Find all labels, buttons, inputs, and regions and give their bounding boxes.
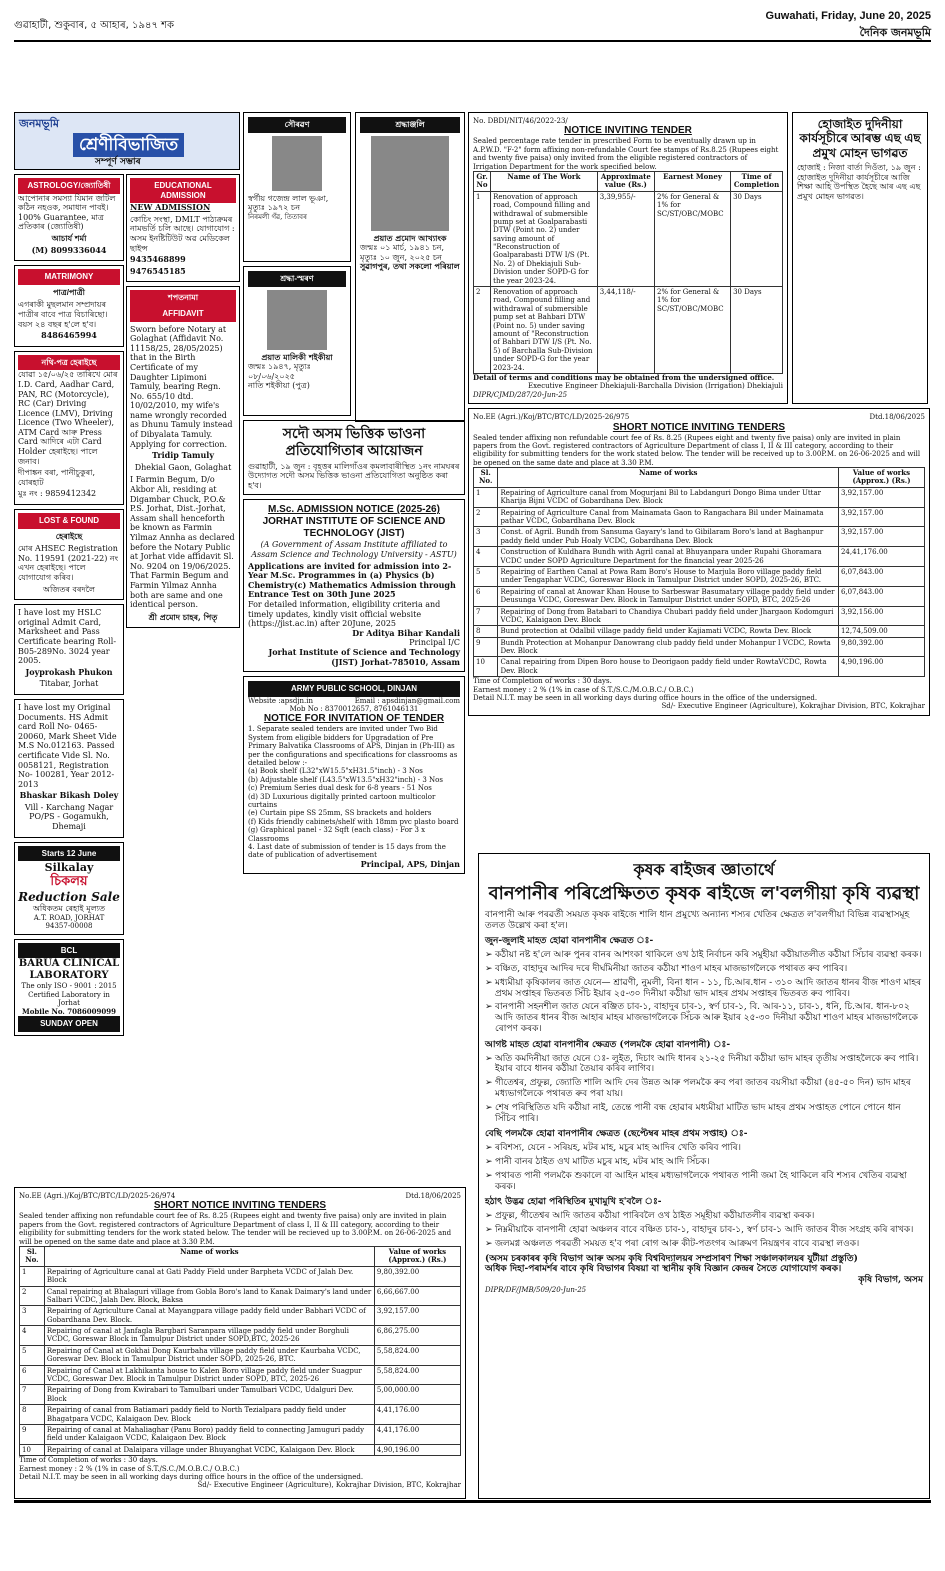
table-header-cell: Name of works [498,468,839,488]
table-row [20,1444,461,1455]
table-cell: Repairing of Dong from Kwirabari to Tamulbari under Tamulbari VCDC, Udalguri Dev. Block [44,1385,374,1405]
table-header-cell: Approximate value (Rs.) [597,171,654,191]
irrigation-tender: No. DBDI/NIT/46/2022-23/ NOTICE INVITING TENDER Sealed percentage rate tender in prescribed Form to be eventually drawn up in A.P.W.D. "F-2" form affixing non-refundable Court fee stamps of Rs.8.25 (Rupees eight and twenty five paisa) only invited from the eligible registered contractors of Irrigation Department for the work specified below. Gr. No Name of The Work Approximate value (Rs.) Earnest Money Time of Completion 1 Renovation of approach road, Compound filling and withdrawal of submersible pump set at Goalparabasti DTW (Point no. 2) under saving amount of "Reconstruction of Goalparabasti DTW I/S (Pt. No. 2) of Dhekiajuli Sub-Division under SOPD-G for the year 2023-24. 3,39,955/- 2% for General & 1% for SC/ST/OBC/MOBC 30 Days 2 Renovation of approach road, Compound filling and withdrawal of submersible pump set at Bahbari DTW (Point no. 5) under saving amount of "Reconstruction of Bahbari DTW I/S (Pt. No. 5) of Barchalla Sub-Division under SOPD-G for the year 2023-24. 3,44,118/- 2% for General & 1% for SC/ST/OBC/MOBC 30 Days Detail of terms and conditions may be obtained from the undersigned office. Executive Engineer Dhekiajuli-Barchalla Division (Irrigation) Dhekiajuli DIPR/CJMD/287/20-Jun-25 [468,112,788,404]
astrology-ad: ASTROLOGY/জ্যোতিষী আপোনাৰ সমস্যা যিমান জটিল কঠিন নহওক, সমাধান পাবই। 100% Guarantee, মাত্ৰ প্ৰতিকাৰ (জ্যোতিষী) আচাৰ্য শৰ্মা (M) 8099336044 [14,174,124,261]
table-cell: 2 [20,1286,45,1306]
list-item: ➢ প্ৰফুল্ল, গীতেশ্বৰ আদি জাতৰ কঠীয়া পাৰিবলৈ ওখ ঠাইত সমূহীয়া কঠীয়াতলীৰ ব্যৱস্থা কৰক। [485,1211,923,1222]
agri-tender-975: No.EE (Agri.)/Koj/BTC/BTC/LD/2025-26/975 Dtd.18/06/2025 SHORT NOTICE INVITING TENDERS Sealed tender affixing non refundable court fee of Rs. 8.25 (Rupees eight and twenty five paisa) only are invited in plain papers from the Govt. registered contractors of Agriculture Department of class I, II & III category, according to their eligibility for submitting tenders for the work stated below. The tender will be received up to 3.00P.M. on 26-06-2025 and will be opened on the same date and place at 3.30 P.M. Sl. No. Name of works Value of works (Approx.) (Rs.) 1 Repairing of Agriculture canal from Mogurjani Bil to Labdanguri Dongo Bima under Uttar Kharija Bijni VCDC of Gobardhana Dev. Block 3,92,157.00 2 Repairing of Agriculture Canal from Mainamata Gaon to Rangachara Bil under Mainamata pathar VCDC, Gobardhana Dev. Block 3,92,157.00 3 Const. of Agril. Bundh from Sansuma Gayary's land to Gibilaram Boro's land at Baghanpur paddy field under Pub Hoaly VCDC, Gobardhana Dev. Block 3,92,157.00 4 Construction of Kuldhara Bundh with Agril canal at Bhuyanpara under Rupahi Ghoramara VCDC under SOPD Agriculture Department for the financial year 2025-26 24,41,176.00 5 Repairing of Earthen Canal at Powa Ram Boro's House to Marjula Boro village paddy field under Tengaphar VCDC, Goreswar Block in Tamulpur District under SOPD, 2025-26, BTC. 6,07,843.00 6 Repairing of canal at Anowar Khan House to Sarbeswar Basumatary village paddy field under Deusunga VCDC, Goreswar Dev. Block in Tamulpur District under SOPD, BTC, 2025-26 6,07,843.00 7 Repairing of Dong from Batabari to Chandiya Chubari paddy field under Jhargaon Kodomguri VCDC, Kalaigaon Dev. Block 3,92,156.00 8 Bund protection at Odalbil village paddy field under Kajiamati VCDC, Rowta Dev. Block 12,74,509.00 9 Bundh Protection at Mohanpur Danowrang club paddy field under Mohanpur I VCDC, Rowta Dev. Block 9,80,392.00 10 Canal repairing from Dipen Boro house to Deorigaon paddy field under RowtaVCDC, Rowta Dev. Block 4,90,196.00 Time of Completion of works : 30 days. Earnest money : 2 % (1% in case of S.T./S.C./M.O.B.C./ O.B.C.) Detail N.I.T. may be seen in all working days during office hours in the office of the undersigned. Sd/- Executive Engineer (Agriculture), Kokrajhar Division, BTC, Kokrajhar [468,408,930,716]
table-cell: Repairing of canal at Mahaliaghar (Panu Boro) paddy field to connecting Jamuguri paddy field under Kalaigaon VCDC, Kalaigaon Dev. Block [44,1424,374,1444]
table-cell: 5 [20,1345,45,1365]
list-item: ➢ বঞ্চিত, বাহাদুৰ আদিৰ দৰে দীৰ্ঘমিনীয়া জাতৰ কঠীয়া শাওণ মাহৰ মাজভাগলৈকে পথাৰত ৰুব পাৰিব। [485,964,923,975]
educational-ad: EDUCATIONAL ADMISSION NEW ADMISSION কোচিং সংস্থা, DMLT পাঠ্যক্ৰমৰ নামভৰ্তি চলি আছে। যোগাযোগ : অসম ইনষ্টিটিউট অৱ মেডিকেল ছাইন্স 9435468899 9476545185 [126,174,240,282]
advisory-list-2 [485,1054,923,1125]
table-header-cell: Value of works (Approx.) (Rs.) [838,468,924,488]
table-cell: 6,86,275.00 [374,1326,460,1346]
table-cell: 2 [474,507,498,527]
table-cell: 9 [20,1424,45,1444]
table-cell: 24,41,176.00 [838,547,924,567]
smaran-notice: শ্ৰদ্ধা-স্মৰণ প্ৰয়াত মালিকী শইকীয়া জন্মঃ ১৯৪৭, মৃত্যুঃ ০৮/০৬/২০২৫ নাতি শইকীয়া (পুত্ৰ) [243,266,351,416]
table-cell: Renovation of approach road, Compound filling and withdrawal of submersible pump set at Bahbari DTW (Point no. 5) under saving amount of "Reconstruction of Bahbari DTW I/S (Pt. No. 5) of Barchalla Sub-Division under SOPD-G for the year 2023-24. [491,287,598,374]
table-cell: 7 [20,1385,45,1405]
table-cell: 4,41,176.00 [374,1405,460,1425]
list-item: ➢ গীতেশ্বৰ, প্ৰফুল্ল, জ্যোতি শালি আদি দেৰ উন্নত আৰু পলমকৈ ৰুব পৰা জাতৰ বয়সীয়া কঠীয়া (৪৫-৫০ দিন) ভাদ মাহৰ মধ্যভাগলৈকে পথাৰত ৰুব পৰা যায়। [485,1078,923,1100]
table-cell: Canal repairing at Bhalaguri village from Gobla Boro's land to Kanak Daimary's land under Salbari VCDC, Jalah Dev. Block, Baksa [44,1286,374,1306]
table-cell: 8 [474,626,498,637]
tribute-notice: শ্ৰদ্ধাঞ্জলি প্ৰয়াত প্ৰমোদ আখ্যাংক জন্মঃ ০১ মাৰ্চ, ১৯৪১ চন, মৃত্যুঃ ১০ জুন, ২০২৫ চন সুৱাগপুৰ, তথা সকলো পৰিয়াল [355,112,465,422]
table-cell: 6,66,667.00 [374,1286,460,1306]
table-cell: 5,58,824.00 [374,1345,460,1365]
list-item: (g) Graphical panel - 32 Sqft (each class) - For 3 x Classrooms [248,826,426,843]
table-cell: 6,07,843.00 [838,566,924,586]
table-cell: 1 [474,487,498,507]
table-row [474,547,925,567]
list-item: ➢ মধ্যমীয়া কৃষিকালৰ জাত যেনে— শ্ৰাৱণী, নুমলী, বিনা ধান - ১১, চি.আৰ.ধান - ৩১০ আদি জাতৰ ধানৰ বীজ শাওণ মাহৰ প্ৰথম সপ্তাহৰ ভিতৰত সিঁচি ইয়াৰ ২৫-৩০ দিনীয়া কঠীয়া ভাদ মাহৰ প্ৰথম সপ্তাহৰ ভিতৰত ৰুব পাৰিব। [485,978,923,1000]
hojai-news: হোজাইত দুদিনীয়া কাৰ্যসূচীৰে আৰম্ভ এছ এছ প্ৰমুখ মোহন ভাগৱত হোজাই : নিজা বাৰ্তা দিওঁতা, ১৯ জুন : হোজাইত দুদিনীয়া কাৰ্যসূচীৰে আজি শিক্ষা আহি উপস্থিত হৈছে আৰ এছ এছ প্ৰমুখ মোহন ভাগৱত। [792,112,928,404]
affidavit-ad: শপতনামা AFFIDAVIT Sworn before Notary at Golaghat (Affidavit No. 11158/25, 28/05/2025) that in the Birth Certificate of my Daughter Lipimoni Tamuly, bearing Regn. No. 655/10 dtd. 10/02/2010, my wife's name wrongly recorded as Dhunu Tamuly instead of Dibyalata Tamuly. Applying for correction. Tridip Tamuly Dhekial Gaon, Golaghat I Farmin Begum, D/o Akbor Ali, residing at Digambar Chuck, P.O.& P.S. Jorhat, Dist.-Jorhat, Assam shall henceforth be known as Farmin Yilmaz Annha as declared before the Notary Public at Jorhat vide affidavit Sl. No. 9204 on 19/06/2025. That Farmin Begum and Farmin Yilmaz Annha both are same and one identical person. শ্ৰী প্ৰমোদ চাহৰ, পিতৃ [126,286,240,628]
table-cell: 3,92,156.00 [838,606,924,626]
irrigation-tender-table [473,171,783,374]
list-item: ➢ কঠীয়া নষ্ট হ'লে আৰু পুনৰ বানৰ আশংকা থাকিলে ওখ ঠাই নিৰ্বাচন কৰি সমুহীয়া কঠীয়াতলীত কঠীয়া সিঁচাৰ ব্যৱস্থা কৰক। [485,950,923,961]
sourab-notice: সৌৰৱণ স্বৰ্গীয় গজেন্দ্ৰ লাল ভূঞা, মৃত্যুঃ ১৯৭২ চন নিৰমলী গঁৱ, তিতাবৰ [243,112,351,262]
table-row [474,657,925,677]
table-header-cell: Name of The Work [491,171,598,191]
table-cell: 3,44,118/- [597,287,654,374]
table-cell: Repairing of Agriculture Canal at Mayangpara village paddy field under Babhari VCDC of Gobardhana Dev. Block. [44,1306,374,1326]
table-cell: 5 [474,566,498,586]
brand-label: জনমভূমি [19,117,59,130]
table-cell: 3,92,157.00 [838,507,924,527]
classified-title: শ্ৰেণীবিভাজিত [73,133,184,157]
list-item: (d) 3D Luxurious digitally printed cartoon multicolor curtains [248,792,436,809]
table-row [20,1405,461,1425]
table-cell: 2 [474,287,491,374]
table-row [20,1306,461,1326]
table-header-cell: Sl. No. [474,468,498,488]
table-header-cell: Gr. No [474,171,491,191]
lost-documents-ad: নথি-পত্ৰ হেৰাইছে যোৱা ১৫/০৬/২৫ তাৰিখে মোৰ I.D. Card, Aadhar Card, PAN, RC (Motorcycle), RC (Car) Driving Licence (LMV), Driving Licence (Two Wheeler), ATM Card আৰু Press Card আদিৰে এটা Card Holder হেৰাইছে। পালে জনাব। দীপাঙ্কন বৰা, পানীচুকুৰা, যোৰহাট মুঃ নং : 9859412342 [14,351,124,505]
table-cell: Const. of Agril. Bundh from Sansuma Gayary's land to Gibilaram Boro's land at Baghanpur paddy field under Pub Hoaly VCDC, Gobardhana Dev. Block [498,527,839,547]
table-cell: 1 [474,191,491,286]
agri-tender-975-table [473,467,925,677]
list-item: ➢ পথাৰত পানী পলমকৈ শুকালে বা আহিন মাহৰ মধ্যভাগলৈকে পথাৰত পানী জমা হৈ থাকিলে ৰবি শস্যৰ খেতিৰ ব্যৱস্থা কৰক। [485,1171,923,1193]
classified-subtitle: সম্পূৰ্ণ সম্ভাৰ [95,157,141,167]
center-column [243,112,465,1162]
table-cell: 3,92,157.00 [838,527,924,547]
table-cell: Bundh Protection at Mohanpur Danowrang club paddy field under Mohanpur I VCDC, Rowta Dev. Block [498,637,839,657]
table-row [20,1424,461,1444]
table-cell: Bund protection at Odalbil village paddy field under Kajiamati VCDC, Rowta Dev. Block [498,626,839,637]
table-cell: 7 [474,606,498,626]
bhaona-news: সদৌ অসম ভিত্তিক ভাওনা প্ৰতিযোগিতাৰ আয়োজন গুৱাহাটী, ১৯ জুন : বৃহত্তৰ মালিগাঁওৰ কমলাবাৰীস্থিত ১নং নামঘৰৰ উদ্যোগত সদৌ অসম ভিত্তিক ভাওনা প্ৰতিযোগিতা অনুষ্ঠিত কৰা হ'ব। [243,420,465,495]
advisory-list-1 [485,950,923,1035]
table-cell: 3,92,157.00 [838,487,924,507]
classified-column-1 [14,174,124,1184]
table-row [474,586,925,606]
table-cell: 30 Days [731,191,783,286]
table-cell: 9 [474,637,498,657]
list-item: ➢ জলমগ্ন অঞ্চলত পৰৱৰ্তী সময়ত হ'ব পৰা ৰোগ আৰু কীট-পতংগৰ আক্ৰমণ নিয়ন্ত্ৰণৰ বাবে ব্যৱস্থা লওক। [485,1239,923,1250]
table-row [20,1365,461,1385]
table-cell: Repairing of Earthen Canal at Powa Ram Boro's House to Marjula Boro village paddy field under Tengaphar VCDC, Goreswar Block in Tamulpur District under SOPD, 2025-26, BTC. [498,566,839,586]
table-header-cell: Time of Completion [731,171,783,191]
table-cell: 4,90,196.00 [374,1444,460,1455]
table-cell: 8 [20,1405,45,1425]
list-item: (a) Book shelf (L32"xW15.5"xH31.5"inch) - 3 Nos [248,767,423,776]
table-row [474,637,925,657]
classified-banner [14,112,240,170]
table-cell: Repairing of canal at Janfagla Bargbari Saranpara village paddy field under Borghuli VCDC, Goreswar Block in Tamulpur District under SOPD,BTC, 2025-26 [44,1326,374,1346]
table-cell: Construction of Kuldhara Bundh with Agril canal at Bhuyanpara under Rupahi Ghoramara VCDC under SOPD Agriculture Department for the financial year 2025-26 [498,547,839,567]
table-cell: Repairing of Agriculture canal at Gati Paddy Field under Barpheta VCDC of Jalah Dev. Block [44,1266,374,1286]
table-row [474,487,925,507]
list-item: (f) Kids friendly cabinets/shelf with 18mm pvc plasto board [248,817,459,826]
table-cell: Renovation of approach road, Compound filling and withdrawal of submersible pump set at Goalparabasti DTW (Point no. 2) under saving amount of "Reconstruction of Goalparabasti DTW I/S (Pt. No. 2) of Dhekiajuli Sub-Division under SOPD-G for the year 2023-24. [491,191,598,286]
table-cell: 10 [474,657,498,677]
table-cell: 4 [474,547,498,567]
list-item: (e) Curtain pipe SS 25mm, SS brackets and holders [248,809,432,818]
bcl-ad: BCL BARUA CLINICAL LABORATORY The only ISO - 9001 : 2015 Certified Laboratory in Jorhat Mobile No. 7086009099 SUNDAY OPEN [14,939,124,1036]
header-date-english: Guwahati, Friday, June 20, 2025 [765,10,931,22]
documents-lost-ad: I have lost my Original Documents. HS Admit card Roll No- 0465-20060, Mark Sheet Vide M.S No.012163. Passed certificate Vide Sl. No. 0058121, Registration No- 100281, Year 2012-2013 Bhaskar Bikash Doley Vill - Karchang Nagar PO/PS - Gogamukh, Dhemaji [14,699,124,838]
table-cell: Repairing of Dong from Batabari to Chandiya Chubari paddy field under Jhargaon Kodomguri VCDC, Kalaigaon Dev. Block [498,606,839,626]
table-row [474,527,925,547]
list-item: ➢ শেষ পৰিস্থিতিত যদি কঠীয়া নাই, তেন্তে পানী বন্ধ হোৱাৰ মধ্যমীয়া মাটিত ভাদ মাহৰ প্ৰথম সপ্তাহত পোনে পোনে ধান সিঁচিব পাৰি। [485,1103,923,1125]
list-item: ➢ বানপানী সহনশীল জাত যেনে ৰঞ্জিত চাব-১, বাহাদুৰ চাব-১, স্বৰ্ণ চাব-১, বি. আৰ-১১, চাব-১, ধনি, চি.আৰ. ধান-৮০২ আদি জাতৰ ধানৰ বীজ আহাৰ মাহৰ মাজভাগলৈকে সিঁচক আৰু ইয়াৰ ২৫-৩০ দিনীয়া কঠীয়া শাওণ মাহৰ মাজভাগলৈকে ৰোপণ কৰক। [485,1002,923,1034]
list-item: ➢ অতি কমদিনীয়া জাত যেনে ঃ- লুইত, দিচাং আদি ধানৰ ২১-২৫ দিনীয়া কঠীয়া ভাদ মাহৰ তৃতীয় সপ্তাহলৈকে ৰুব পাৰি। ইয়াৰ বাবে ধানৰ কঠীয়া তৈয়াৰ কৰিব লাগিব। [485,1054,923,1076]
table-cell: 6,07,843.00 [838,586,924,606]
table-cell: 2% for General & 1% for SC/ST/OBC/MOBC [654,287,730,374]
table-row [20,1345,461,1365]
table-header-cell: Sl. No. [20,1246,45,1266]
agri-tender-974-table [19,1246,461,1456]
table-cell: Repairing of canal from Batiamari paddy field to North Tezialpara paddy field under Bhagatpara VCDC, Kalaigaon Dev. Block [44,1405,374,1425]
table-cell: 4,41,176.00 [374,1424,460,1444]
table-cell: 2% for General & 1% for SC/ST/OBC/MOBC [654,191,730,286]
table-cell: 1 [20,1266,45,1286]
portrait-photo [267,290,327,350]
table-row [474,191,783,286]
table-cell: 3,39,955/- [597,191,654,286]
list-item: (b) Adjustable shelf (L43.5"xW13.5"xH32"inch) - 3 Nos [248,775,443,784]
advisory-list-4 [485,1211,923,1249]
table-cell: 3,92,157.00 [374,1306,460,1326]
table-cell: Repairing of Agriculture Canal from Mainamata Gaon to Rangachara Bil under Mainamata pathar VCDC, Gobardhana Dev. Block [498,507,839,527]
table-header-cell: Value of works (Approx.) (Rs.) [374,1246,460,1266]
matrimony-ad: MATRIMONY পাত্ৰ/পাত্ৰী এগৰাকী মুছলমান সম্প্ৰদায়ৰ পাত্ৰীৰ বাবে পাত্ৰ বিচাৰিছো। বয়স ২৪ বছৰ হ'লে হ'ব। 8486465994 [14,265,124,347]
portrait-photo [272,136,322,191]
table-cell: 12,74,509.00 [838,626,924,637]
hslc-lost-ad: I have lost my HSLC original Admit Card, Marksheet and Pass Certificate bearing Roll-B05-289No. 3024 year 2005. Joyprokash Phukon Titabar, Jorhat [14,604,124,695]
page-header [14,8,931,42]
silkalay-ad: Starts 12 June Silkalay চিকলয় Reduction Sale অধিকতম ৰেহাই মূল্যত A.T. ROAD, JORHAT 94357-00008 [14,842,124,935]
table-row [20,1266,461,1286]
aps-item-list [248,767,460,843]
list-item: ➢ ৰবিশস্য, যেনে - সৰিয়হ, মটৰ মাহ, মচুৰ মাহ আদিৰ খেতি কৰিব পাৰি। [485,1143,923,1154]
table-row [474,287,783,374]
table-header-cell: Earnest Money [654,171,730,191]
table-cell: Repairing of Canal at Lakhikanta house to Kalen Boro village paddy field under Suagpur VCDC, Goreswar Dev. Block in Tamulpur District under SOPD, BTC, 2025-26 [44,1365,374,1385]
table-row [474,566,925,586]
table-cell: 4,90,196.00 [838,657,924,677]
table-row [474,507,925,527]
lost-found-ad: LOST & FOUND হেৰাইছে মোৰ AHSEC Registration No. 119591 (2021-22) নং এখন হেৰাইছে। পালে যোগাযোগ কৰিব। অজিতৰ বৰদলৈ [14,509,124,600]
table-cell: Canal repairing from Dipen Boro house to Deorigaon paddy field under RowtaVCDC, Rowta Dev. Block [498,657,839,677]
table-row [474,606,925,626]
table-cell: 30 Days [731,287,783,374]
aps-tender: ARMY PUBLIC SCHOOL, DINJAN Website :apsdjn.in Email : apsdinjan@gmail.com Mob No : 8370012657, 8761046131 NOTICE FOR INVITATION OF TENDER 1. Separate sealed tenders are invited under Two Bid System from eligible bidders for Upgradation of Pre Primary Balvatika Classrooms of APS, Dinjan in (Ph-III) as per the configurations and specifications for classrooms as detailed below :- (a) Book shelf (L32"xW15.5"xH31.5"inch) - 3 Nos (b) Adjustable shelf (L43.5"xW13.5"xH32"inch) - 3 Nos (c) Premium Series dual desk for 6-8 years - 51 Nos (d) 3D Luxurious digitally printed cartoon multicolor curtains (e) Curtain pipe SS 25mm, SS brackets and holders (f) Kids friendly cabinets/shelf with 18mm pvc plasto board (g) Graphical panel - 32 Sqft (each class) - For 3 x Classrooms 4. Last date of submission of tender is 15 days from the date of publication of advertisement Principal, APS, Dinjan [243,676,465,874]
list-item: ➢ পানী বানৰ ঠাইত ওখ মাটিত মচুৰ মাহ, মটৰ মাহ আদি সিঁচক। [485,1157,923,1168]
table-row [474,626,925,637]
table-cell: 9,80,392.00 [374,1266,460,1286]
table-row [20,1326,461,1346]
paper-name: দৈনিক জনমভূমি [859,26,931,39]
table-cell: 3 [474,527,498,547]
table-cell: 6 [20,1365,45,1385]
list-item: (c) Premium Series dual desk for 6-8 years - 51 Nos [248,784,432,793]
list-item: ➢ নিম্নমীয়াকৈ বানপানী হোৱা অঞ্চলৰ বাবে বঞ্চিত চাব-১, বাহাদুৰ চাব-১, স্বৰ্ণ চাব-১ আদি জাতৰ বীজ সংগ্ৰহ কৰি ৰাখক। [485,1225,923,1236]
header-date-assamese: গুৱাহাটী, শুকুবাৰ, ৫ আহাৰ, ১৯৪৭ শক [14,20,175,31]
table-cell: 10 [20,1444,45,1455]
table-header-cell: Name of works [44,1246,374,1266]
table-cell: Repairing of Canal at Gokhai Dong Kaurbaha village paddy field under Kaurbaha VCDC, Goreswar Dev. Block in Tamulpur District under SOPD, 2025-26, BTC. [44,1345,374,1365]
classified-column-2 [126,174,240,1184]
table-row [20,1286,461,1306]
astrology-title: ASTROLOGY/জ্যোতিষী [18,178,120,194]
table-cell: 5,58,824.00 [374,1365,460,1385]
table-cell: 4 [20,1326,45,1346]
agri-tender-974: No.EE (Agri.)/Koj/BTC/BTC/LD/2025-26/974 Dtd.18/06/2025 SHORT NOTICE INVITING TENDERS Sealed tender affixing non refundable court fee of Rs. 8.25 (Rupees eight and twenty five paisa) only are invited in plain papers from the Govt. registered contractors of Agriculture Department of class I, II & III category, according to their eligibility for submitting tenders for the work stated below. The tender will be recieved up to 3.00P.M. on 26-06-2025 and will be opened on the same date and place at 3.30 P.M. Sl. No. Name of works Value of works (Approx.) (Rs.) 1 Repairing of Agriculture canal at Gati Paddy Field under Barpheta VCDC of Jalah Dev. Block 9,80,392.00 2 Canal repairing at Bhalaguri village from Gobla Boro's land to Kanak Daimary's land under Salbari VCDC, Jalah Dev. Block, Baksa 6,66,667.00 3 Repairing of Agriculture Canal at Mayangpara village paddy field under Babhari VCDC of Gobardhana Dev. Block. 3,92,157.00 4 Repairing of canal at Janfagla Bargbari Saranpara village paddy field under Borghuli VCDC, Goreswar Block in Tamulpur District under SOPD,BTC, 2025-26 6,86,275.00 5 Repairing of Canal at Gokhai Dong Kaurbaha village paddy field under Kaurbaha VCDC, Goreswar Dev. Block in Tamulpur District under SOPD, 2025-26, BTC. 5,58,824.00 6 Repairing of Canal at Lakhikanta house to Kalen Boro village paddy field under Suagpur VCDC, Goreswar Dev. Block in Tamulpur District under SOPD, BTC, 2025-26 5,58,824.00 7 Repairing of Dong from Kwirabari to Tamulbari under Tamulbari VCDC, Udalguri Dev. Block 5,00,000.00 8 Repairing of canal from Batiamari paddy field to North Tezialpara paddy field under Bhagatpara VCDC, Kalaigaon Dev. Block 4,41,176.00 9 Repairing of canal at Mahaliaghar (Panu Boro) paddy field to connecting Jamuguri paddy field under Kalaigaon VCDC, Kalaigaon Dev. Block 4,41,176.00 10 Repairing of canal at Dalaipara village under Bhuyanghat VCDC, Kalaigaon Dev. Block 4,90,196.00 Time of Completion of works : 30 days. Earnest money : 2 % (1% in case of S.T./S.C./M.O.B.C./ O.B.C.) Detail N.I.T. may be seen in all working days during office hours in the office of the undersigned. Sd/- Executive Engineer (Agriculture), Kokrajhar Division, BTC, Kokrajhar [14,1187,466,1499]
table-cell: 9,80,392.00 [838,637,924,657]
table-cell: 3 [20,1306,45,1326]
table-cell: 6 [474,586,498,606]
table-cell: Repairing of canal at Dalaipara village under Bhuyanghat VCDC, Kalaigaon Dev. Block [44,1444,374,1455]
table-cell: Repairing of Agriculture canal from Mogurjani Bil to Labdanguri Dongo Bima under Uttar Kharija Bijni VCDC of Gobardhana Dev. Block [498,487,839,507]
advisory-list-3 [485,1143,923,1192]
agriculture-advisory: কৃষক ৰাইজৰ জ্ঞাতাৰ্থে বানপানীৰ পৰিপ্ৰেক্ষিতত কৃষক ৰাইজে ল'বলগীয়া কৃষি ব্যৱস্থা বানপানী আৰু পৰৱৰ্তী সময়ত কৃষক ৰাইজে শালি ধান প্ৰমুখ্যে অন্যান্য শস্যৰ খেতিৰ ক্ষেত্ৰত ল'বলগীয়া বিভিন্ন ব্যৱস্থাসমূহ তলত উল্লেখ কৰা হ'ল। জুন-জুলাই মাহত হোৱা বানপানীৰ ক্ষেত্ৰত ঃ- ➢ কঠীয়া নষ্ট হ'লে আৰু পুনৰ বানৰ আশংকা থাকিলে ওখ ঠাই নিৰ্বাচন কৰি সমুহীয়া কঠীয়াতলীত কঠীয়া সিঁচাৰ ব্যৱস্থা কৰক। ➢ বঞ্চিত, বাহাদুৰ আদিৰ দৰে দীৰ্ঘমিনীয়া জাতৰ কঠীয়া শাওণ মাহৰ মাজভাগলৈকে পথাৰত ৰুব পাৰিব। ➢ মধ্যমীয়া কৃষিকালৰ জাত যেনে— শ্ৰাৱণী, নুমলী, বিনা ধান - ১১, চি.আৰ.ধান - ৩১০ আদি জাতৰ ধানৰ বীজ শাওণ মাহৰ প্ৰথম সপ্তাহৰ ভিতৰত সিঁচি ইয়াৰ ২৫-৩০ দিনীয়া কঠীয়া ভাদ মাহৰ প্ৰথম সপ্তাহৰ ভিতৰত ৰুব পাৰিব। ➢ বানপানী সহনশীল জাত যেনে ৰঞ্জিত চাব-১, বাহাদুৰ চাব-১, স্বৰ্ণ চাব-১, বি. আৰ-১১, চাব-১, ধনি, চি.আৰ. ধান-৮০২ আদি জাতৰ ধানৰ বীজ আহাৰ মাহৰ মাজভাগলৈকে সিঁচক আৰু ইয়াৰ ২৫-৩০ দিনীয়া কঠীয়া শাওণ মাহৰ মাজভাগলৈকে ৰোপণ কৰক। আগষ্ট মাহত হোৱা বানপানীৰ ক্ষেত্ৰত (পলমকৈ হোৱা বানপানী) ঃ- ➢ অতি কমদিনীয়া জাত যেনে ঃ- লুইত, দিচাং আদি ধানৰ ২১-২৫ দিনীয়া কঠীয়া ভাদ মাহৰ তৃতীয় সপ্তাহলৈকে ৰুব পাৰি। ইয়াৰ বাবে ধানৰ কঠীয়া তৈয়াৰ কৰিব লাগিব। ➢ গীতেশ্বৰ, প্ৰফুল্ল, জ্যোতি শালি আদি দেৰ উন্নত আৰু পলমকৈ ৰুব পৰা জাতৰ বয়সীয়া কঠীয়া (৪৫-৫০ দিন) ভাদ মাহৰ মধ্যভাগলৈকে পথাৰত ৰুব পৰা যায়। ➢ শেষ পৰিস্থিতিত যদি কঠীয়া নাই, তেন্তে পানী বন্ধ হোৱাৰ মধ্যমীয়া মাটিত ভাদ মাহৰ প্ৰথম সপ্তাহত পোনে পোনে ধান সিঁচিব পাৰি। বেছি পলমকৈ হোৱা বানপানীৰ ক্ষেত্ৰত (ছেপ্টেম্বৰ মাহৰ প্ৰথম সপ্তাহ) ঃ- ➢ ৰবিশস্য, যেনে - সৰিয়হ, মটৰ মাহ, মচুৰ মাহ আদিৰ খেতি কৰিব পাৰি। ➢ পানী বানৰ ঠাইত ওখ মাটিত মচুৰ মাহ, মটৰ মাহ আদি সিঁচক। ➢ পথাৰত পানী পলমকৈ শুকালে বা আহিন মাহৰ মধ্যভাগলৈকে পথাৰত পানী জমা হৈ থাকিলে ৰবি শস্যৰ খেতিৰ ব্যৱস্থা কৰক। হঠাৎ উদ্ভৱ হোৱা পৰিস্থিতিৰ মুখামুখি হ'বলৈ ঃ- ➢ প্ৰফুল্ল, গীতেশ্বৰ আদি জাতৰ কঠীয়া পাৰিবলৈ ওখ ঠাইত সমূহীয়া কঠীয়াতলীৰ ব্যৱস্থা কৰক। ➢ নিম্নমীয়াকৈ বানপানী হোৱা অঞ্চলৰ বাবে বঞ্চিত চাব-১, বাহাদুৰ চাব-১, স্বৰ্ণ চাব-১ আদি জাতৰ বীজ সংগ্ৰহ কৰি ৰাখক। ➢ জলমগ্ন অঞ্চলত পৰৱৰ্তী সময়ত হ'ব পৰা ৰোগ আৰু কীট-পতংগৰ আক্ৰমণ নিয়ন্ত্ৰণৰ বাবে ব্যৱস্থা লওক। (অসম চৰকাৰৰ কৃষি বিভাগ আৰু অসম কৃষি বিশ্ববিদ্যালয়ৰ সম্প্ৰসাৰণ শিক্ষা সঞ্চালকালয়ৰ যুটীয়া প্ৰস্তুতি) অধিক দিহা-পৰামৰ্শৰ বাবে কৃষি বিভাগৰ বিষয়া বা স্থানীয় কৃষি বিজ্ঞান কেন্দ্ৰৰ সৈতে যোগাযোগ কৰক। কৃষি বিভাগ, অসম DIPR/DF/JMB/509/20-Jun-25 [478,853,930,1499]
table-row [20,1385,461,1405]
jist-admission: M.Sc. ADMISSION NOTICE (2025-26) JORHAT INSTITUTE OF SCIENCE AND TECHNOLOGY (JIST) (A Government of Assam Institute affiliated to Assam Science and Technology University - ASTU) Applications are invited for admission into 2-Year M.Sc. Programmes in (a) Physics (b) Chemistry(c) Mathematics Admission through Entrance Test on 30th June 2025 For detailed information, eligibility criteria and timely updates, kindly visit official website (https://jist.ac.in) after 20June, 2025 Dr Aditya Bihar Kandali Principal I/C Jorhat Institute of Science and Technology (JIST) Jorhat-785010, Assam [243,499,465,672]
table-cell: 5,00,000.00 [374,1385,460,1405]
table-cell: Repairing of canal at Anowar Khan House to Sarbeswar Basumatary village paddy field under Deusunga VCDC, Goreswar Dev. Block in Tamulpur District under SOPD, BTC, 2025-26 [498,586,839,606]
portrait-photo [371,136,449,231]
